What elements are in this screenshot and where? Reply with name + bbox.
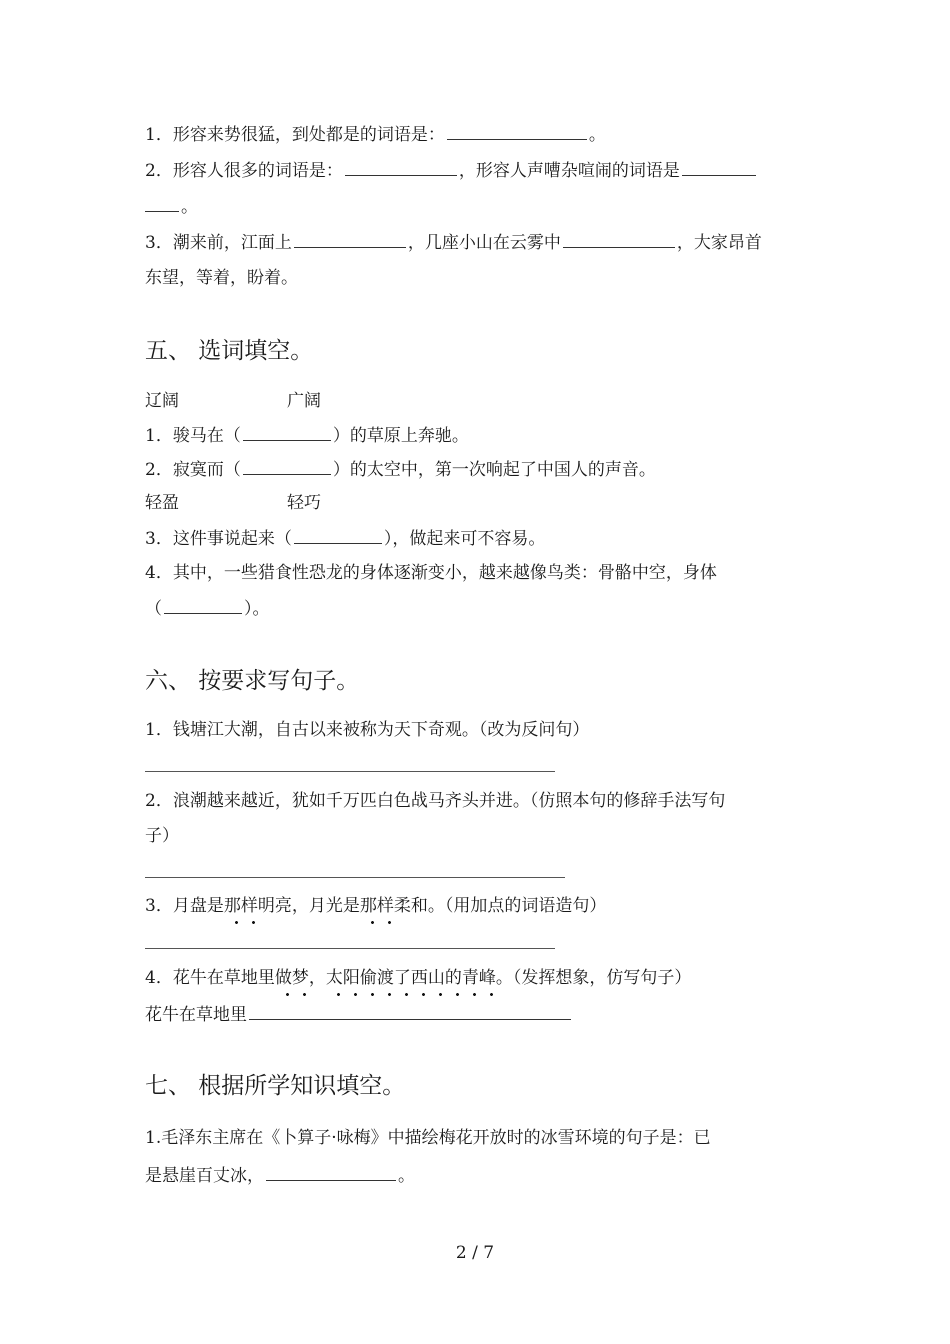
question-6-3 [145,895,606,917]
question-5-1 [145,424,469,447]
answer-line[interactable] [145,771,555,772]
word-option: 轻巧 [287,493,321,513]
answer-blank[interactable] [294,231,406,248]
question-6-4 [145,967,691,989]
question-text: ， [308,968,326,988]
question-4-3-cont: 东望，等着，盼着。 [145,268,298,288]
question-text: 4．花牛在草地里 [145,968,275,988]
answer-blank[interactable] [243,458,331,475]
question-text-end: ，大家昂首 [676,233,762,253]
answer-blank[interactable] [294,527,382,544]
question-text: 2．寂寞而（ [145,460,241,480]
question-text: 是悬崖百丈冰， [145,1166,264,1186]
answer-blank[interactable] [243,424,331,441]
question-end: 。 [181,197,198,217]
answer-blank[interactable] [345,159,457,176]
question-text: 柔和。（用加点的词语造句） [393,896,607,916]
question-text: （ [145,599,162,619]
question-text: 2．形容人很多的词语是： [145,161,343,181]
answer-blank[interactable] [145,195,179,212]
question-text: 花牛在草地里 [145,1005,247,1025]
question-6-4-cont [145,1003,573,1026]
answer-blank[interactable] [682,159,756,176]
answer-blank[interactable] [249,1003,571,1020]
section-7-title: 七、 根据所学知识填空。 [145,1073,406,1099]
section-5-title: 五、 选词填空。 [145,338,314,364]
page-number: 2 / 7 [455,1243,495,1263]
question-text: 3．月盘是 [145,896,224,916]
dotted-word: 那样 [223,896,258,916]
question-4-3 [145,231,762,254]
question-6-2-cont: 子） [145,826,179,846]
question-end: 。 [398,1166,415,1186]
answer-line[interactable] [145,948,555,949]
answer-blank[interactable] [266,1164,396,1181]
section-6-title: 六、 按要求写句子。 [145,668,360,694]
question-6-1: 1．钱塘江大潮，自古以来被称为天下奇观。（改为反问句） [145,720,590,740]
question-text-end: ），做起来可不容易。 [383,529,546,549]
question-text: 1．形容来势很猛，到处都是的词语是： [145,125,445,145]
question-text-end: ）的太空中，第一次响起了中国人的声音。 [332,460,656,480]
question-4-2-cont [145,195,198,218]
answer-blank[interactable] [563,231,675,248]
dotted-word: 那样 [359,896,394,916]
question-5-4: 4．其中，一些猎食性恐龙的身体逐渐变小，越来越像鸟类：骨骼中空，身体 [145,563,717,583]
question-4-1 [145,123,606,146]
question-text-end: ）。 [244,599,270,619]
dotted-word: 做梦 [274,968,309,988]
word-option: 广阔 [287,391,321,411]
question-text: 3．这件事说起来（ [145,529,292,549]
question-text: 明亮，月光是 [257,896,360,916]
question-text: 3．潮来前，江面上 [145,233,292,253]
question-5-3 [145,527,545,550]
question-text-mid: ，形容人声嘈杂喧闹的词语是 [458,161,680,181]
question-7-1: 1.毛泽东主席在《卜算子·咏梅》中描绘梅花开放时的冰雪环境的句子是：已 [145,1128,711,1148]
question-6-2: 2．浪潮越来越近，犹如千万匹白色战马齐头并进。（仿照本句的修辞手法写句 [145,791,726,811]
question-5-4-cont [145,597,270,620]
word-option: 轻盈 [145,493,179,513]
answer-blank[interactable] [447,123,587,140]
answer-line[interactable] [145,877,565,878]
question-4-2 [145,159,758,182]
dotted-word: 太阳偷渡了西山的青峰 [325,968,496,988]
word-option: 辽阔 [145,391,179,411]
question-text: 。（发挥想象，仿写句子） [495,968,692,988]
question-7-1-cont [145,1164,415,1187]
question-text-end: ）的草原上奔驰。 [332,426,469,446]
answer-blank[interactable] [164,597,242,614]
question-end: 。 [588,125,606,145]
question-text-mid: ，几座小山在云雾中 [407,233,561,253]
question-5-2 [145,458,656,481]
question-text: 1．骏马在（ [145,426,241,446]
